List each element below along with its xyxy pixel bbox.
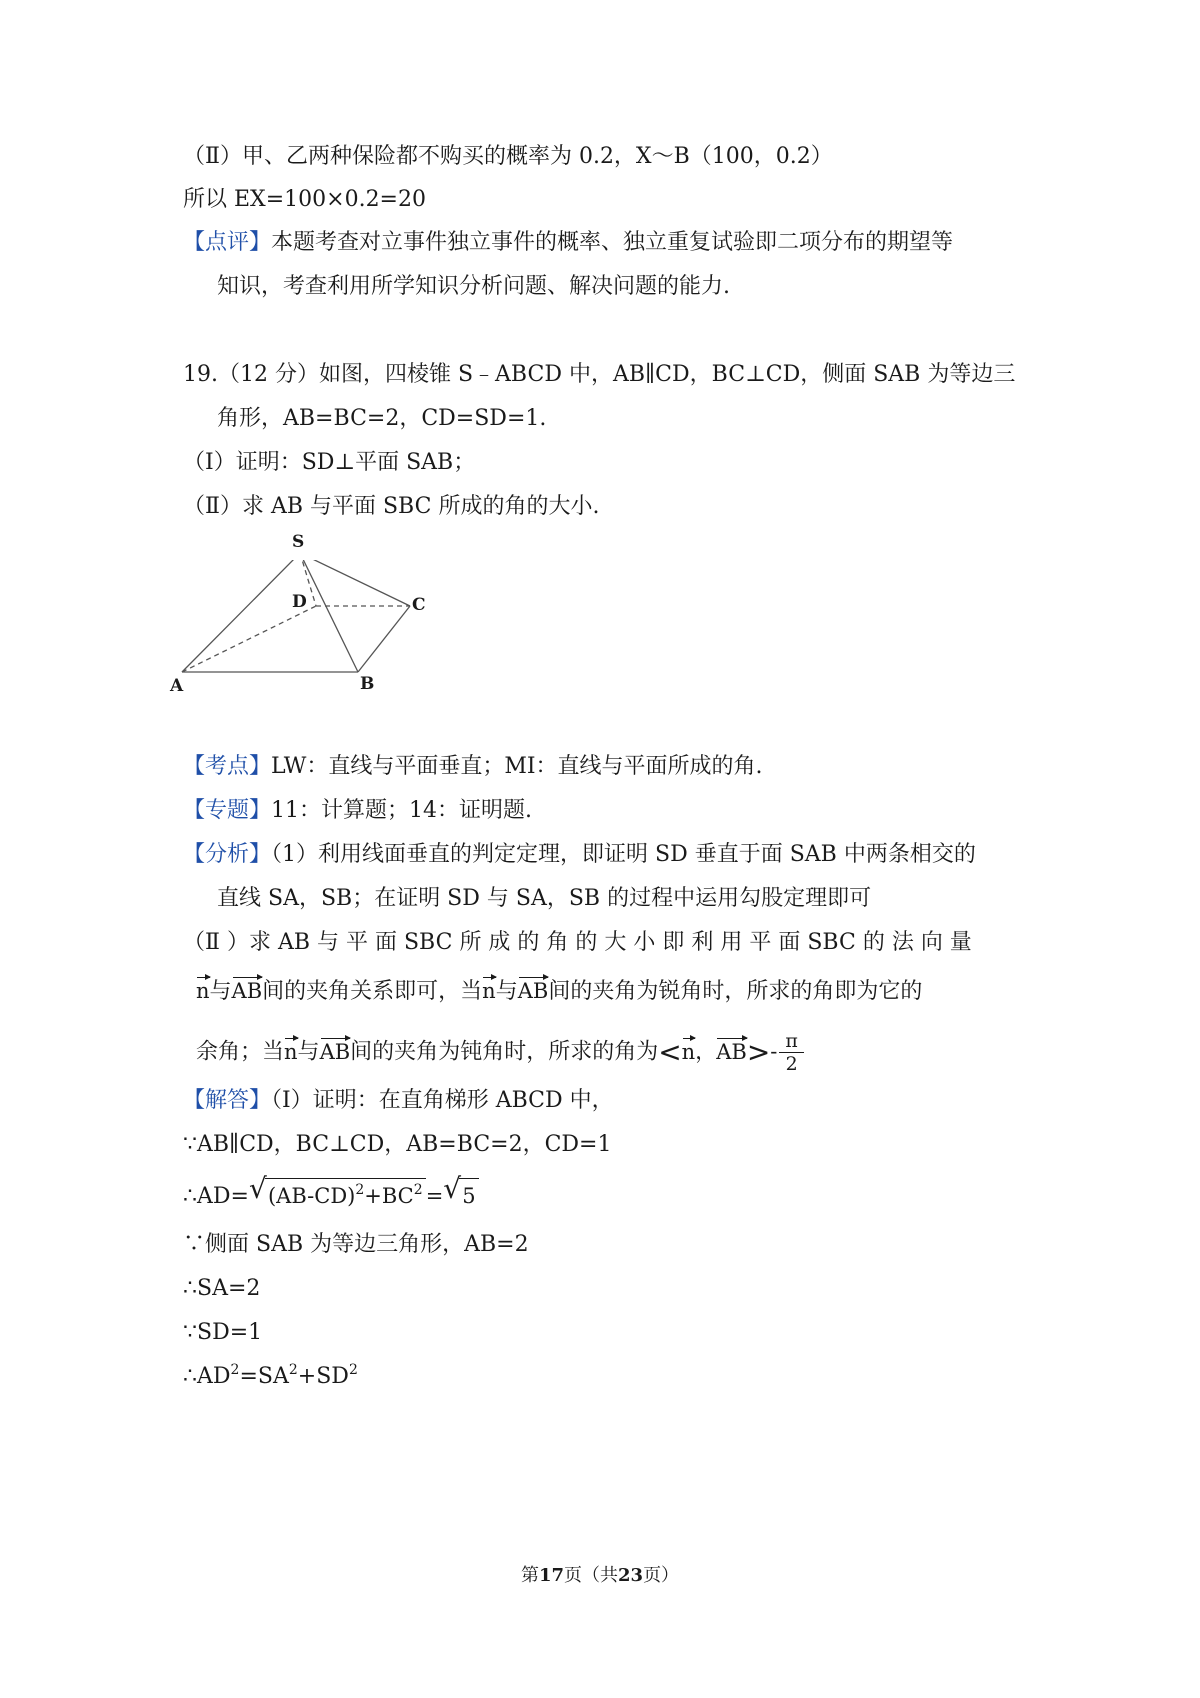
text-fragment: 余角；当 xyxy=(196,1039,285,1065)
kaodian-tag: 【考点】 xyxy=(183,754,272,779)
vector-n: n xyxy=(284,1037,298,1067)
question-19-title: 19.（12 分）如图，四棱锥 S﹣ABCD 中，AB∥CD，BC⊥CD，侧面 SAB 为等边三 xyxy=(183,362,1016,387)
text-fragment: ∴AD xyxy=(183,1364,231,1389)
jieda-text: （Ⅰ）证明：在直角梯形 ABCD 中， xyxy=(271,1088,614,1113)
fenxi-line xyxy=(183,840,976,870)
text-line: ∵AB∥CD，BC⊥CD，AB=BC=2，CD=1 xyxy=(183,1132,612,1157)
total-pages: 23 xyxy=(618,1565,644,1586)
fenxi-tag: 【分析】 xyxy=(183,842,272,867)
right-angle-bracket: > xyxy=(746,1035,771,1069)
pyramid-figure xyxy=(160,560,460,710)
fraction-pi-over-2 xyxy=(779,1030,804,1075)
text-line: 角形，AB=BC=2，CD=SD=1. xyxy=(217,406,547,431)
fraction-numerator: π xyxy=(779,1030,804,1053)
comment-line xyxy=(183,228,953,258)
left-angle-bracket: < xyxy=(658,1035,682,1069)
text-fragment: (AB-CD) xyxy=(267,1184,356,1208)
question-part-1: （Ⅰ）证明：SD⊥平面 SAB； xyxy=(183,450,476,475)
vector-n: n xyxy=(196,976,210,1006)
vector-ab: AB xyxy=(320,1037,351,1067)
text-fragment: ， xyxy=(695,1039,717,1064)
vertex-label-a: A xyxy=(170,676,184,696)
text-line: 所以 EX=100×0.2=20 xyxy=(183,187,426,212)
vector-ab: AB xyxy=(716,1037,747,1067)
fenxi-text: （1）利用线面垂直的判定定理，即证明 SD 垂直于面 SAB 中两条相交的 xyxy=(271,842,976,867)
text-line: ∴SA=2 xyxy=(183,1276,261,1301)
jieda-line xyxy=(183,1086,614,1116)
comment-text: 本题考查对立事件独立事件的概率、独立重复试验即二项分布的期望等 xyxy=(271,230,954,255)
text-line-sqrt xyxy=(183,1172,479,1212)
jieda-tag: 【解答】 xyxy=(183,1088,272,1113)
edge-sa xyxy=(182,560,300,672)
sqrt-five: √ 5 xyxy=(443,1178,478,1211)
text-fragment: 与 xyxy=(209,979,232,1004)
text-line: 知识，考查利用所学知识分析问题、解决问题的能力. xyxy=(217,274,730,299)
footer-text: 第 xyxy=(520,1565,539,1586)
zhuanti-text: 11：计算题；14：证明题. xyxy=(271,798,532,823)
exponent: 2 xyxy=(355,1182,365,1198)
comment-tag: 【点评】 xyxy=(183,230,272,255)
edge-sc xyxy=(300,560,410,606)
sqrt-expression: √ $(AB-CD)^2+BC^2$ xyxy=(249,1178,426,1211)
text-fragment: 与 xyxy=(495,979,518,1004)
minus-sign: - xyxy=(770,1039,778,1064)
zhuanti-line xyxy=(183,796,532,826)
vector-ab: AB xyxy=(518,976,549,1006)
question-part-2: （Ⅱ）求 AB 与平面 SBC 所成的角的大小. xyxy=(183,494,600,519)
text-fragment: 为钝角时，所求的角为 xyxy=(438,1039,659,1065)
text-line-angle xyxy=(196,1030,804,1075)
footer-text: 页） xyxy=(643,1565,680,1586)
edge-ad xyxy=(182,606,316,672)
vector-n: n xyxy=(682,1037,696,1067)
text-fragment: 5 xyxy=(459,1178,478,1211)
vertex-label-s: S xyxy=(292,532,305,552)
text-fragment: =SA xyxy=(239,1364,289,1389)
text-line-pythagoras xyxy=(183,1362,358,1392)
text-line: 直线 SA，SB；在证明 SD 与 SA，SB 的过程中运用勾股定理即可 xyxy=(217,886,872,911)
vertex-label-c: C xyxy=(412,595,426,615)
text-line-vectors xyxy=(196,976,922,1007)
exponent: 2 xyxy=(288,1362,298,1378)
vector-ab: AB xyxy=(232,976,263,1006)
text-fragment: 为锐角时，所求的角即为它的 xyxy=(636,979,923,1004)
page-footer xyxy=(0,1561,1200,1587)
text-line: （Ⅱ）甲、乙两种保险都不购买的概率为 0.2，X～B（100，0.2） xyxy=(183,144,833,169)
vector-n: n xyxy=(482,976,496,1006)
text-line: （Ⅱ ）求 AB 与 平 面 SBC 所 成 的 角 的 大 小 即 利 用 平 面 SBC 的 法 向 量 xyxy=(183,930,972,955)
exponent: 2 xyxy=(230,1362,240,1378)
vertex-label-d: D xyxy=(292,592,307,612)
edge-bc xyxy=(358,606,410,672)
text-fragment: ∴AD= xyxy=(183,1184,249,1209)
text-fragment: = xyxy=(425,1184,444,1208)
exponent: 2 xyxy=(413,1182,423,1198)
text-fragment: 间的夹角 xyxy=(548,979,637,1004)
text-fragment: 与 xyxy=(297,1039,320,1065)
kaodian-text: LW：直线与平面垂直；MI：直线与平面所成的角. xyxy=(271,754,763,779)
kaodian-line xyxy=(183,752,763,782)
text-line: ∵侧面 SAB 为等边三角形，AB=2 xyxy=(183,1232,529,1257)
text-fragment: +SD xyxy=(297,1364,349,1389)
footer-text: 页（共 xyxy=(564,1565,618,1586)
fraction-denominator: 2 xyxy=(785,1053,798,1075)
page-number: 17 xyxy=(538,1565,564,1586)
exponent: 2 xyxy=(348,1362,358,1378)
text-fragment: +BC xyxy=(364,1184,414,1208)
zhuanti-tag: 【专题】 xyxy=(183,798,272,823)
text-fragment: 间的夹角关系即可，当 xyxy=(262,979,483,1004)
text-line: ∵SD=1 xyxy=(183,1320,263,1345)
text-fragment: 间的夹角 xyxy=(350,1039,439,1065)
vertex-label-b: B xyxy=(360,674,375,694)
